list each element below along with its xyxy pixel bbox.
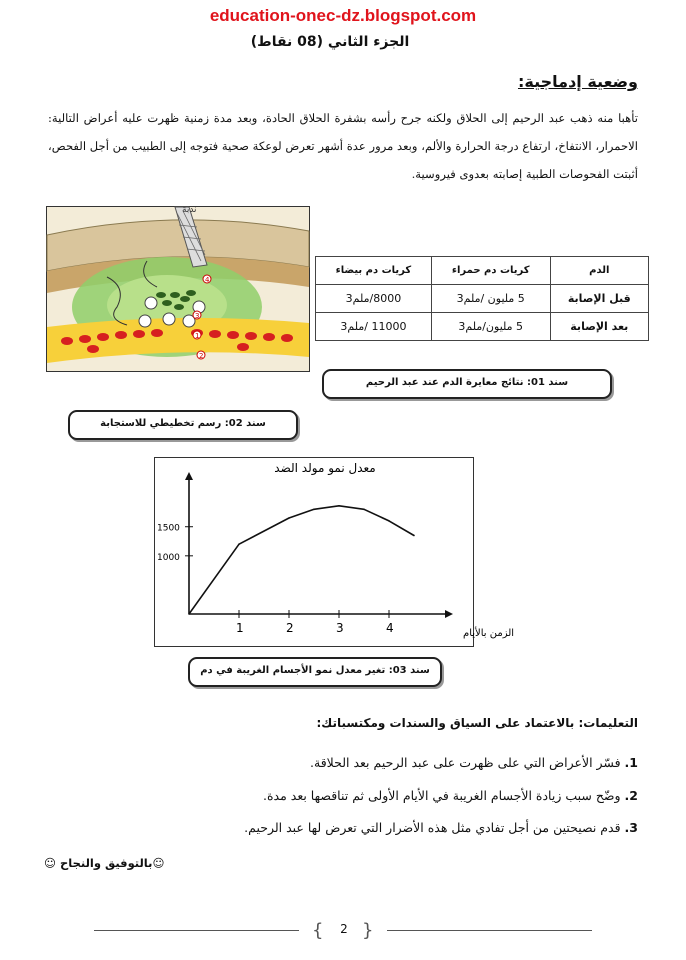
bracket-right: } <box>362 920 374 941</box>
y-axis-arrow <box>185 472 193 480</box>
site-url[interactable]: education-onec-dz.blogspot.com <box>209 6 477 25</box>
table-header: كريات دم بيضاء <box>316 257 432 285</box>
x-tick-label: 2 <box>286 621 294 635</box>
chart-title: معدل نمو مولد الضد <box>274 461 376 475</box>
antigen-growth-chart <box>154 457 515 647</box>
data-point <box>338 505 340 507</box>
diagram-label-2: 2 <box>199 352 204 360</box>
growth-curve <box>189 506 414 614</box>
x-tick-label: 1 <box>236 621 244 635</box>
row-label: بعد الإصابة <box>550 313 648 341</box>
page-number: 2 <box>340 922 348 936</box>
table-header: كريات دم حمراء <box>431 257 550 285</box>
question-3 <box>244 820 638 835</box>
diagram-label-4: 4 <box>205 276 210 284</box>
table-cell: 8000/ملم3 <box>316 285 432 313</box>
good-luck-note: ☺بالتوفيق والنجاح ☺ <box>44 856 165 870</box>
footer-rule-left <box>94 930 299 931</box>
scar-label: ندبة <box>182 205 197 215</box>
situation-title: وضعية إدماجية: <box>517 72 638 91</box>
instructions-heading: التعليمات: بالاعتماد على السياق والسندات ومكتسباتك: <box>316 716 638 730</box>
x-axis-label: الزمن بالأيام <box>463 628 515 639</box>
footer-rule-right <box>387 930 592 931</box>
question-1 <box>310 755 638 770</box>
table-header-row <box>316 257 649 285</box>
part-title: الجزء الثاني (08 نقاط) <box>250 34 410 50</box>
data-point <box>188 613 190 615</box>
question-number: 2. <box>624 788 638 803</box>
blood-results-table <box>315 256 649 341</box>
table-cell: 11000 /ملم3 <box>316 313 432 341</box>
question-text: وضّح سبب زيادة الأجسام الغريبة في الأيام الأولى ثم تناقصها بعد مدة. <box>263 788 621 803</box>
bracket-left: { <box>312 920 324 941</box>
question-text: قدم نصيحتين من أجل تفادي مثل هذه الأضرار التي تعرض لها عبد الرحيم. <box>244 820 621 835</box>
situation-paragraph: تأهبا منه ذهب عبد الرحيم إلى الحلاق ولكنه جرح رأسه بشفرة الحلاق الحادة، وبعد مدة زمنية ظهرت عليه أعراض التالية: الاحمرار، الانتفاخ، ارتفاع درجة الحرارة والألم، وبعد مرور عدة أشهر تعرض لوعكة صحية فتوجه إلى الطبيب من أجل الفحص، أثبتت الفحوصات الطبية إصابته بعدوى فيروسية. <box>48 111 638 181</box>
y-tick-label: 1500 <box>157 523 180 534</box>
skin-diagram-svg <box>47 207 309 371</box>
page-footer <box>94 918 592 942</box>
data-point <box>363 508 365 510</box>
x-tick-label: 4 <box>386 621 394 635</box>
data-point <box>388 520 390 522</box>
y-tick-label: 1000 <box>157 552 180 563</box>
table-header: الدم <box>550 257 648 285</box>
question-number: 3. <box>624 820 638 835</box>
data-point <box>238 543 240 545</box>
x-tick-label: 3 <box>336 621 344 635</box>
table-cell: 5 مليون/ملم3 <box>431 313 550 341</box>
question-number: 1. <box>624 755 638 770</box>
table-cell: 5 مليون /ملم3 <box>431 285 550 313</box>
table-row <box>316 285 649 313</box>
data-point <box>288 517 290 519</box>
question-2 <box>263 788 638 803</box>
diagram-label-1: 1 <box>195 332 200 340</box>
caption-doc3: سند 03: تغير معدل نمو الأجسام الغريبة في دم <box>188 657 442 687</box>
chart-svg <box>155 458 515 646</box>
caption-doc1: سند 01: نتائج معايرة الدم عند عبد الرحيم <box>322 369 612 399</box>
data-point <box>413 535 415 537</box>
caption-doc2: سند 02: رسم تخطيطي للاستجابة <box>68 410 298 440</box>
row-label: قبل الإصابة <box>550 285 648 313</box>
data-point <box>313 508 315 510</box>
question-text: فسّر الأعراض التي على ظهرت على عبد الرحيم بعد الحلاقة. <box>310 755 621 770</box>
skin-wound-diagram <box>46 206 310 372</box>
x-axis-arrow <box>445 610 453 618</box>
table-row <box>316 313 649 341</box>
diagram-label-3: 3 <box>195 312 200 320</box>
